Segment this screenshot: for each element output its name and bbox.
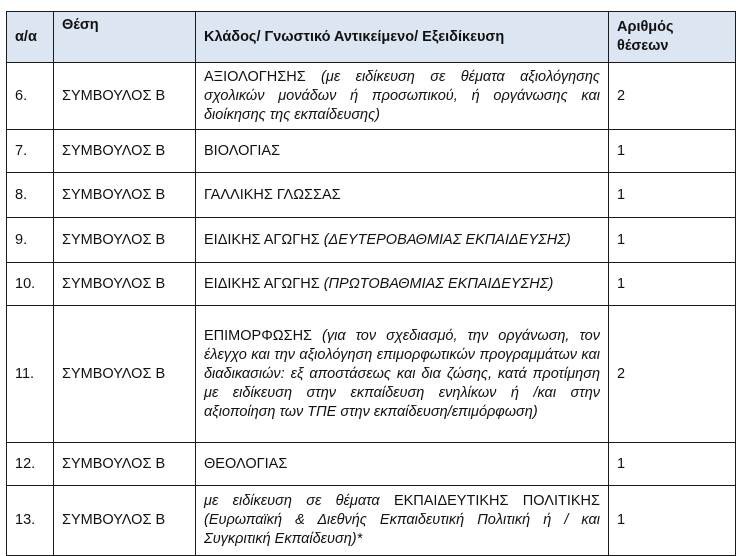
- field-plain: ΕΙΔΙΚΗΣ ΑΓΩΓΗΣ: [204, 231, 324, 248]
- row-count: 1: [609, 130, 736, 173]
- header-count-line1: Αριθμός: [617, 19, 674, 35]
- table-row: [7, 63, 736, 130]
- row-aa: 8.: [7, 173, 54, 218]
- row-count: 2: [609, 306, 736, 443]
- row-aa: 7.: [7, 130, 54, 173]
- row-position: ΣΥΜΒΟΥΛΟΣ Β: [54, 130, 196, 173]
- row-count: 1: [609, 173, 736, 218]
- row-aa: 6.: [7, 63, 54, 130]
- field-italic: (για τον σχεδιασμό, την οργάνωση, τον έλεγχο και την αξιολόγηση επιμορφωτικών προγραμμάτων και διαδικασιών: εξ αποστάσεως και δια ζώσης, κατά προτίμηση με ειδίκευση στην εκπαίδευση ενηλίκων ή /και στην αξιοποίηση των ΤΠΕ στην εκπαίδευση/επιμόρφωση): [204, 327, 600, 420]
- row-count: 1: [609, 486, 736, 556]
- field-italic: (με ειδίκευση σε θέματα αξιολόγησης σχολικών μονάδων ή προσωπικού, ή οργάνωσης και διοίκησης της εκπαίδευσης): [204, 68, 600, 123]
- row-field: ΘΕΟΛΟΓΙΑΣ: [196, 443, 609, 486]
- field-italic-lead: με ειδίκευση σε θέματα: [204, 493, 394, 509]
- header-count: [609, 12, 736, 63]
- row-position: ΣΥΜΒΟΥΛΟΣ Β: [54, 173, 196, 218]
- row-count: 2: [609, 63, 736, 130]
- field-italic: (Ευρωπαϊκή & Διεθνής Εκπαιδευτική Πολιτική ή / και Συγκριτική Εκπαίδευση)*: [204, 512, 600, 547]
- row-aa: 11.: [7, 306, 54, 443]
- row-field: [196, 306, 609, 443]
- row-field: [196, 486, 609, 556]
- field-plain: ΕΠΙΜΟΡΦΩΣΗΣ: [204, 327, 323, 344]
- row-position: ΣΥΜΒΟΥΛΟΣ Β: [54, 63, 196, 130]
- positions-table: [6, 11, 736, 556]
- field-plain: ΕΚΠΑΙΔΕΥΤΙΚΗΣ ΠΟΛΙΤΙΚΗΣ: [393, 493, 600, 509]
- field-plain: ΑΞΙΟΛΟΓΗΣΗΣ: [204, 68, 322, 85]
- table-row: [7, 486, 736, 556]
- row-field: [196, 63, 609, 130]
- field-italic: (ΔΕΥΤΕΡΟΒΑΘΜΙΑΣ ΕΚΠΑΙΔΕΥΣΗΣ): [323, 231, 571, 248]
- row-position: ΣΥΜΒΟΥΛΟΣ Β: [54, 486, 196, 556]
- row-position: ΣΥΜΒΟΥΛΟΣ Β: [54, 263, 196, 306]
- row-field: ΒΙΟΛΟΓΙΑΣ: [196, 130, 609, 173]
- row-aa: 13.: [7, 486, 54, 556]
- row-field: [196, 218, 609, 263]
- table-row: [7, 306, 736, 443]
- row-position: ΣΥΜΒΟΥΛΟΣ Β: [54, 443, 196, 486]
- table-row: [7, 443, 736, 486]
- field-italic: (ΠΡΩΤΟΒΑΘΜΙΑΣ ΕΚΠΑΙΔΕΥΣΗΣ): [323, 275, 554, 292]
- table-row: [7, 130, 736, 173]
- row-position: ΣΥΜΒΟΥΛΟΣ Β: [54, 218, 196, 263]
- field-plain: ΕΙΔΙΚΗΣ ΑΓΩΓΗΣ: [204, 275, 324, 292]
- table-header-row: [7, 12, 736, 63]
- row-count: 1: [609, 263, 736, 306]
- row-field: [196, 263, 609, 306]
- row-aa: 9.: [7, 218, 54, 263]
- table-row: [7, 263, 736, 306]
- header-aa: α/α: [7, 12, 54, 63]
- row-aa: 12.: [7, 443, 54, 486]
- table-row: [7, 173, 736, 218]
- table-row: [7, 218, 736, 263]
- row-aa: 10.: [7, 263, 54, 306]
- header-position: Θέση: [54, 12, 196, 63]
- row-count: 1: [609, 443, 736, 486]
- header-field: Κλάδος/ Γνωστικό Αντικείμενο/ Εξειδίκευση: [196, 12, 609, 63]
- header-count-line2: θέσεων: [617, 38, 669, 54]
- row-count: 1: [609, 218, 736, 263]
- row-position: ΣΥΜΒΟΥΛΟΣ Β: [54, 306, 196, 443]
- row-field: ΓΑΛΛΙΚΗΣ ΓΛΩΣΣΑΣ: [196, 173, 609, 218]
